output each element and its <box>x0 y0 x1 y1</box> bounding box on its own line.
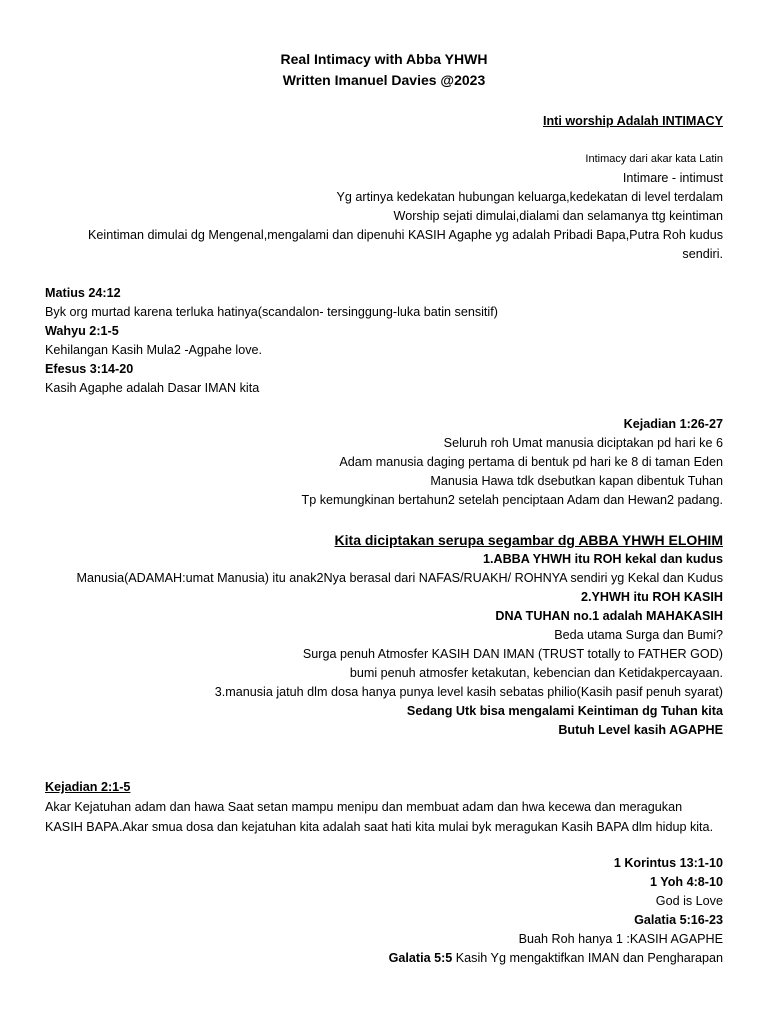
scripture-ref: 1 Korintus 13:1-10 <box>613 856 723 870</box>
text-line: Butuh Level kasih AGAPHE <box>558 723 723 737</box>
section-scripture-list <box>45 284 723 398</box>
document-title-line2: Written Imanuel Davies @2023 <box>282 72 486 88</box>
text-paragraph: Keintiman dimulai dg Mengenal,mengalami dan dipenuhi KASIH Agaphe yg adalah Pribadi Bapa,Putra Roh kudus sendiri. <box>88 228 723 261</box>
point-heading: 1.ABBA YHWH itu ROH kekal dan kudus <box>482 552 723 566</box>
section-intimacy <box>45 112 723 264</box>
scripture-ref: Efesus 3:14-20 <box>45 362 134 376</box>
text-line: Sedang Utk bisa mengalami Keintiman dg Tuhan kita <box>406 704 723 718</box>
text-line: Manusia Hawa tdk dsebutkan kapan dibentuk Tuhan <box>430 474 723 488</box>
dna-statement: DNA TUHAN no.1 adalah MAHAKASIH <box>495 609 723 623</box>
text-line: Adam manusia daging pertama di bentuk pd hari ke 8 di taman Eden <box>339 455 723 469</box>
scripture-ref: Kejadian 2:1-5 <box>45 780 131 794</box>
section-heading: Kita diciptakan serupa segambar dg ABBA YHWH ELOHIM <box>334 532 723 548</box>
text-paragraph: Manusia(ADAMAH:umat Manusia) itu anak2Nya berasal dari NAFAS/RUAKH/ ROHNYA sendiri yg Kekal dan Kudus <box>76 571 723 585</box>
text-line: Byk org murtad karena terluka hatinya(scandalon- tersinggung-luka batin sensitif) <box>45 305 498 319</box>
text-line: Buah Roh hanya 1 :KASIH AGAPHE <box>518 932 723 946</box>
scripture-ref: Galatia 5:5 <box>388 951 453 965</box>
scripture-ref: Galatia 5:16-23 <box>634 913 723 927</box>
document-title-line1: Real Intimacy with Abba YHWH <box>280 51 488 67</box>
scripture-ref: Matius 24:12 <box>45 286 121 300</box>
section-genesis-1 <box>45 415 723 510</box>
text-line: Seluruh roh Umat manusia diciptakan pd hari ke 6 <box>443 436 723 450</box>
section-genesis-2 <box>45 778 723 837</box>
point-heading: 2.YHWH itu ROH KASIH <box>580 590 723 604</box>
scripture-ref: Kejadian 1:26-27 <box>623 417 723 431</box>
section-references <box>45 854 723 968</box>
text-line: Yg artinya kedekatan hubungan keluarga,kedekatan di level terdalam <box>336 190 723 204</box>
section-heading: Inti worship Adalah INTIMACY <box>542 114 723 128</box>
text-line: Tp kemungkinan bertahun2 setelah penciptaan Adam dan Hewan2 padang. <box>301 493 723 507</box>
text-line: Kasih Yg mengaktifkan IMAN dan Pengharapan <box>452 951 723 965</box>
text-line: bumi penuh atmosfer ketakutan, kebencian dan Ketidakpercayaan. <box>349 666 723 680</box>
scripture-ref: Wahyu 2:1-5 <box>45 324 119 338</box>
text-line: Beda utama Surga dan Bumi? <box>554 628 723 642</box>
text-line: Intimacy dari akar kata Latin <box>585 153 723 165</box>
text-paragraph: Akar Kejatuhan adam dan hawa Saat setan mampu menipu dan membuat adam dan hwa kecewa dan meragukan KASIH BAPA.Akar smua dosa dan kejatuhan kita adalah saat hati kita mulai byk meragukan Kasih BAPA dlm hidup kita. <box>45 800 714 834</box>
text-line: Worship sejati dimulai,dialami dan selamanya ttg keintiman <box>393 209 723 223</box>
text-line: Surga penuh Atmosfer KASIH DAN IMAN (TRUST totally to FATHER GOD) <box>302 647 723 661</box>
scripture-ref: 1 Yoh 4:8-10 <box>649 875 723 889</box>
text-line: Kehilangan Kasih Mula2 -Agpahe love. <box>45 343 263 357</box>
final-line <box>45 949 723 968</box>
text-line: 3.manusia jatuh dlm dosa hanya punya level kasih sebatas philio(Kasih pasif penuh syarat) <box>214 685 723 699</box>
text-line: Kasih Agaphe adalah Dasar IMAN kita <box>45 381 260 395</box>
text-line: God is Love <box>655 894 723 908</box>
section-created-in-image <box>45 530 723 740</box>
text-line: Intimare - intimust <box>622 171 723 185</box>
